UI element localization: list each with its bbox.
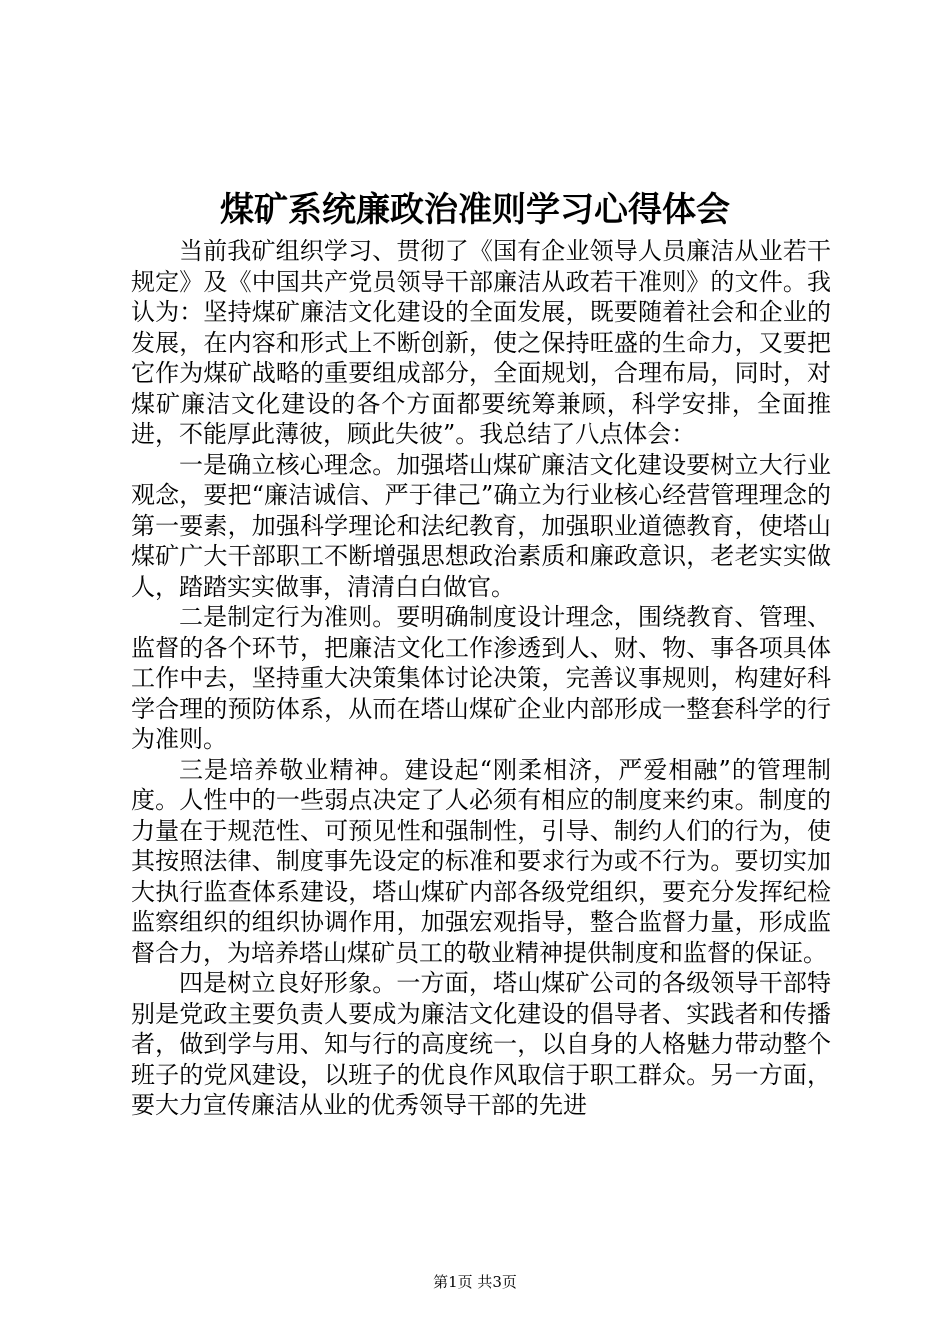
paragraph-point-4: 四是树立良好形象。一方面，塔山煤矿公司的各级领导干部特别是党政主要负责人要成为廉洁文化建设的倡导者、实践者和传播者，做到学与用、知与行的高度统一，以自身的人格魅力带动整个班子的党风建设，以班子的优良作风取信于职工群众。另一方面，要大力宣传廉洁从业的优秀领导干部的先进 — [131, 969, 831, 1119]
paragraph-point-1: 一是确立核心理念。加强塔山煤矿廉洁文化建设要树立大行业观念，要把“廉洁诚信、严于律己”确立为行业核心经营管理理念的第一要素，加强科学理论和法纪教育，加强职业道德教育，使塔山煤矿广大干部职工不断增强思想政治素质和廉政意识，老老实实做人，踏踏实实做事，清清白白做官。 — [131, 450, 831, 601]
document-title: 煤矿系统廉政治准则学习心得体会 — [220, 190, 730, 230]
paragraph-intro: 当前我矿组织学习、贯彻了《国有企业领导人员廉洁从业若干规定》及《中国共产党员领导干部廉洁从政若干准则》的文件。我认为：坚持煤矿廉洁文化建设的全面发展，既要随着社会和企业的发展，在内容和形式上不断创新，使之保持旺盛的生命力，又要把它作为煤矿战略的重要组成部分，全面规划，合理布局，同时，对煤矿廉洁文化建设的各个方面都要统筹兼顾，科学安排，全面推进，不能厚此薄彼，顾此失彼”。我总结了八点体会： — [131, 237, 831, 448]
page-number-footer: 第1页 共3页 — [433, 1273, 517, 1291]
paragraph-point-3: 三是培养敬业精神。建设起“刚柔相济，严爱相融”的管理制度。人性中的一些弱点决定了人必须有相应的制度来约束。制度的力量在于规范性、可预见性和强制性，引导、制约人们的行为，使其按照法律、制度事先设定的标准和要求行为或不行为。要切实加大执行监查体系建设，塔山煤矿内部各级党组织，要充分发挥纪检监察组织的组织协调作用，加强宏观指导，整合监督力量，形成监督合力，为培养塔山煤矿员工的敬业精神提供制度和监督的保证。 — [131, 755, 831, 967]
document-body — [131, 236, 831, 1121]
paragraph-point-2: 二是制定行为准则。要明确制度设计理念，围绕教育、管理、监督的各个环节，把廉洁文化工作渗透到人、财、物、事各项具体工作中去，坚持重大决策集体讨论决策，完善议事规则，构建好科学合理的预防体系，从而在塔山煤矿企业内部形成一整套科学的行为准则。 — [131, 603, 831, 753]
